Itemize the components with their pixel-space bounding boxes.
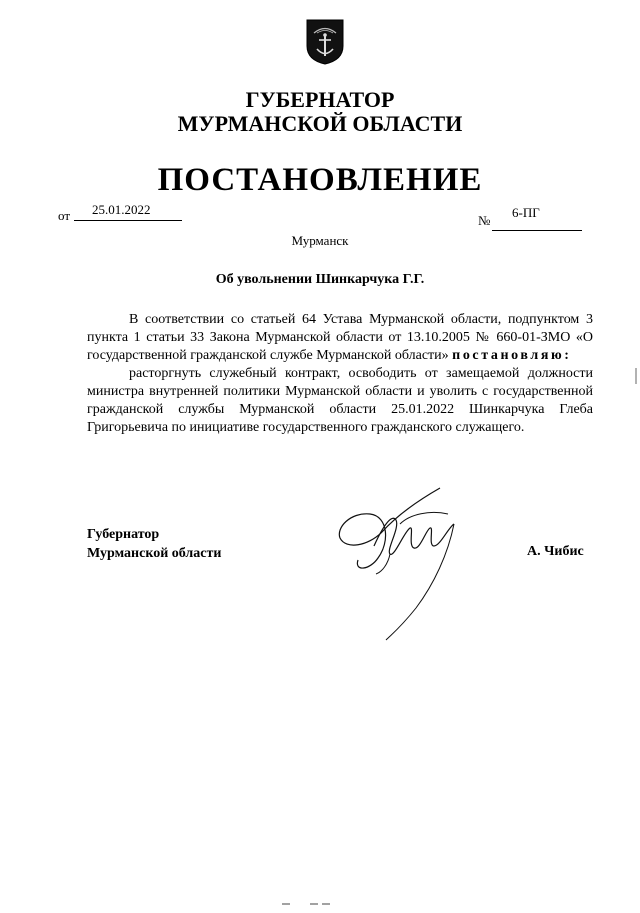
number-underline xyxy=(492,230,582,231)
signatory-position-line-1: Губернатор xyxy=(87,527,160,542)
decree-keyword: постановляю: xyxy=(452,348,572,363)
signatory-name: А. Чибис xyxy=(527,544,584,559)
date-underline xyxy=(74,220,182,221)
body-paragraph-2: расторгнуть служебный контракт, освободить от замещаемой должности министра внутренней политики Мурманской области и уволить с государственной гражданской службы Мурманской области 25.01.2022 Шинкарчука Глеба Григорьевича по инициативе государственного гражданского служащего. xyxy=(87,366,593,435)
document-date: 25.01.2022 xyxy=(92,202,151,217)
document-type: ПОСТАНОВЛЕНИЕ xyxy=(157,162,483,198)
org-title-line-1: ГУБЕРНАТОР xyxy=(245,87,395,112)
date-prefix: от xyxy=(58,208,71,223)
document-number: 6-ПГ xyxy=(512,205,540,220)
document-body xyxy=(87,311,593,437)
signatory-position-line-2: Мурманской области xyxy=(87,546,222,561)
page-footer-marks xyxy=(282,895,342,905)
body-paragraph-1 xyxy=(87,311,593,365)
signatory-position xyxy=(87,525,221,563)
scan-edge-mark xyxy=(634,368,638,384)
handwritten-signature xyxy=(330,484,490,644)
org-title-line-2: МУРМАНСКОЙ ОБЛАСТИ xyxy=(177,111,463,136)
paragraph-1-text: В соответствии со статьей 64 Устава Мурманской области, подпунктом 3 пункта 1 статьи 33 Закона Мурманской области от 13.10.2005 № 660-01-ЗМО «О государственной гражданской службе Мурманской области» xyxy=(87,312,593,363)
coat-of-arms-icon xyxy=(305,18,345,66)
number-prefix: № xyxy=(478,213,491,228)
city: Мурманск xyxy=(291,233,349,248)
document-subject: Об увольнении Шинкарчука Г.Г. xyxy=(215,272,425,287)
